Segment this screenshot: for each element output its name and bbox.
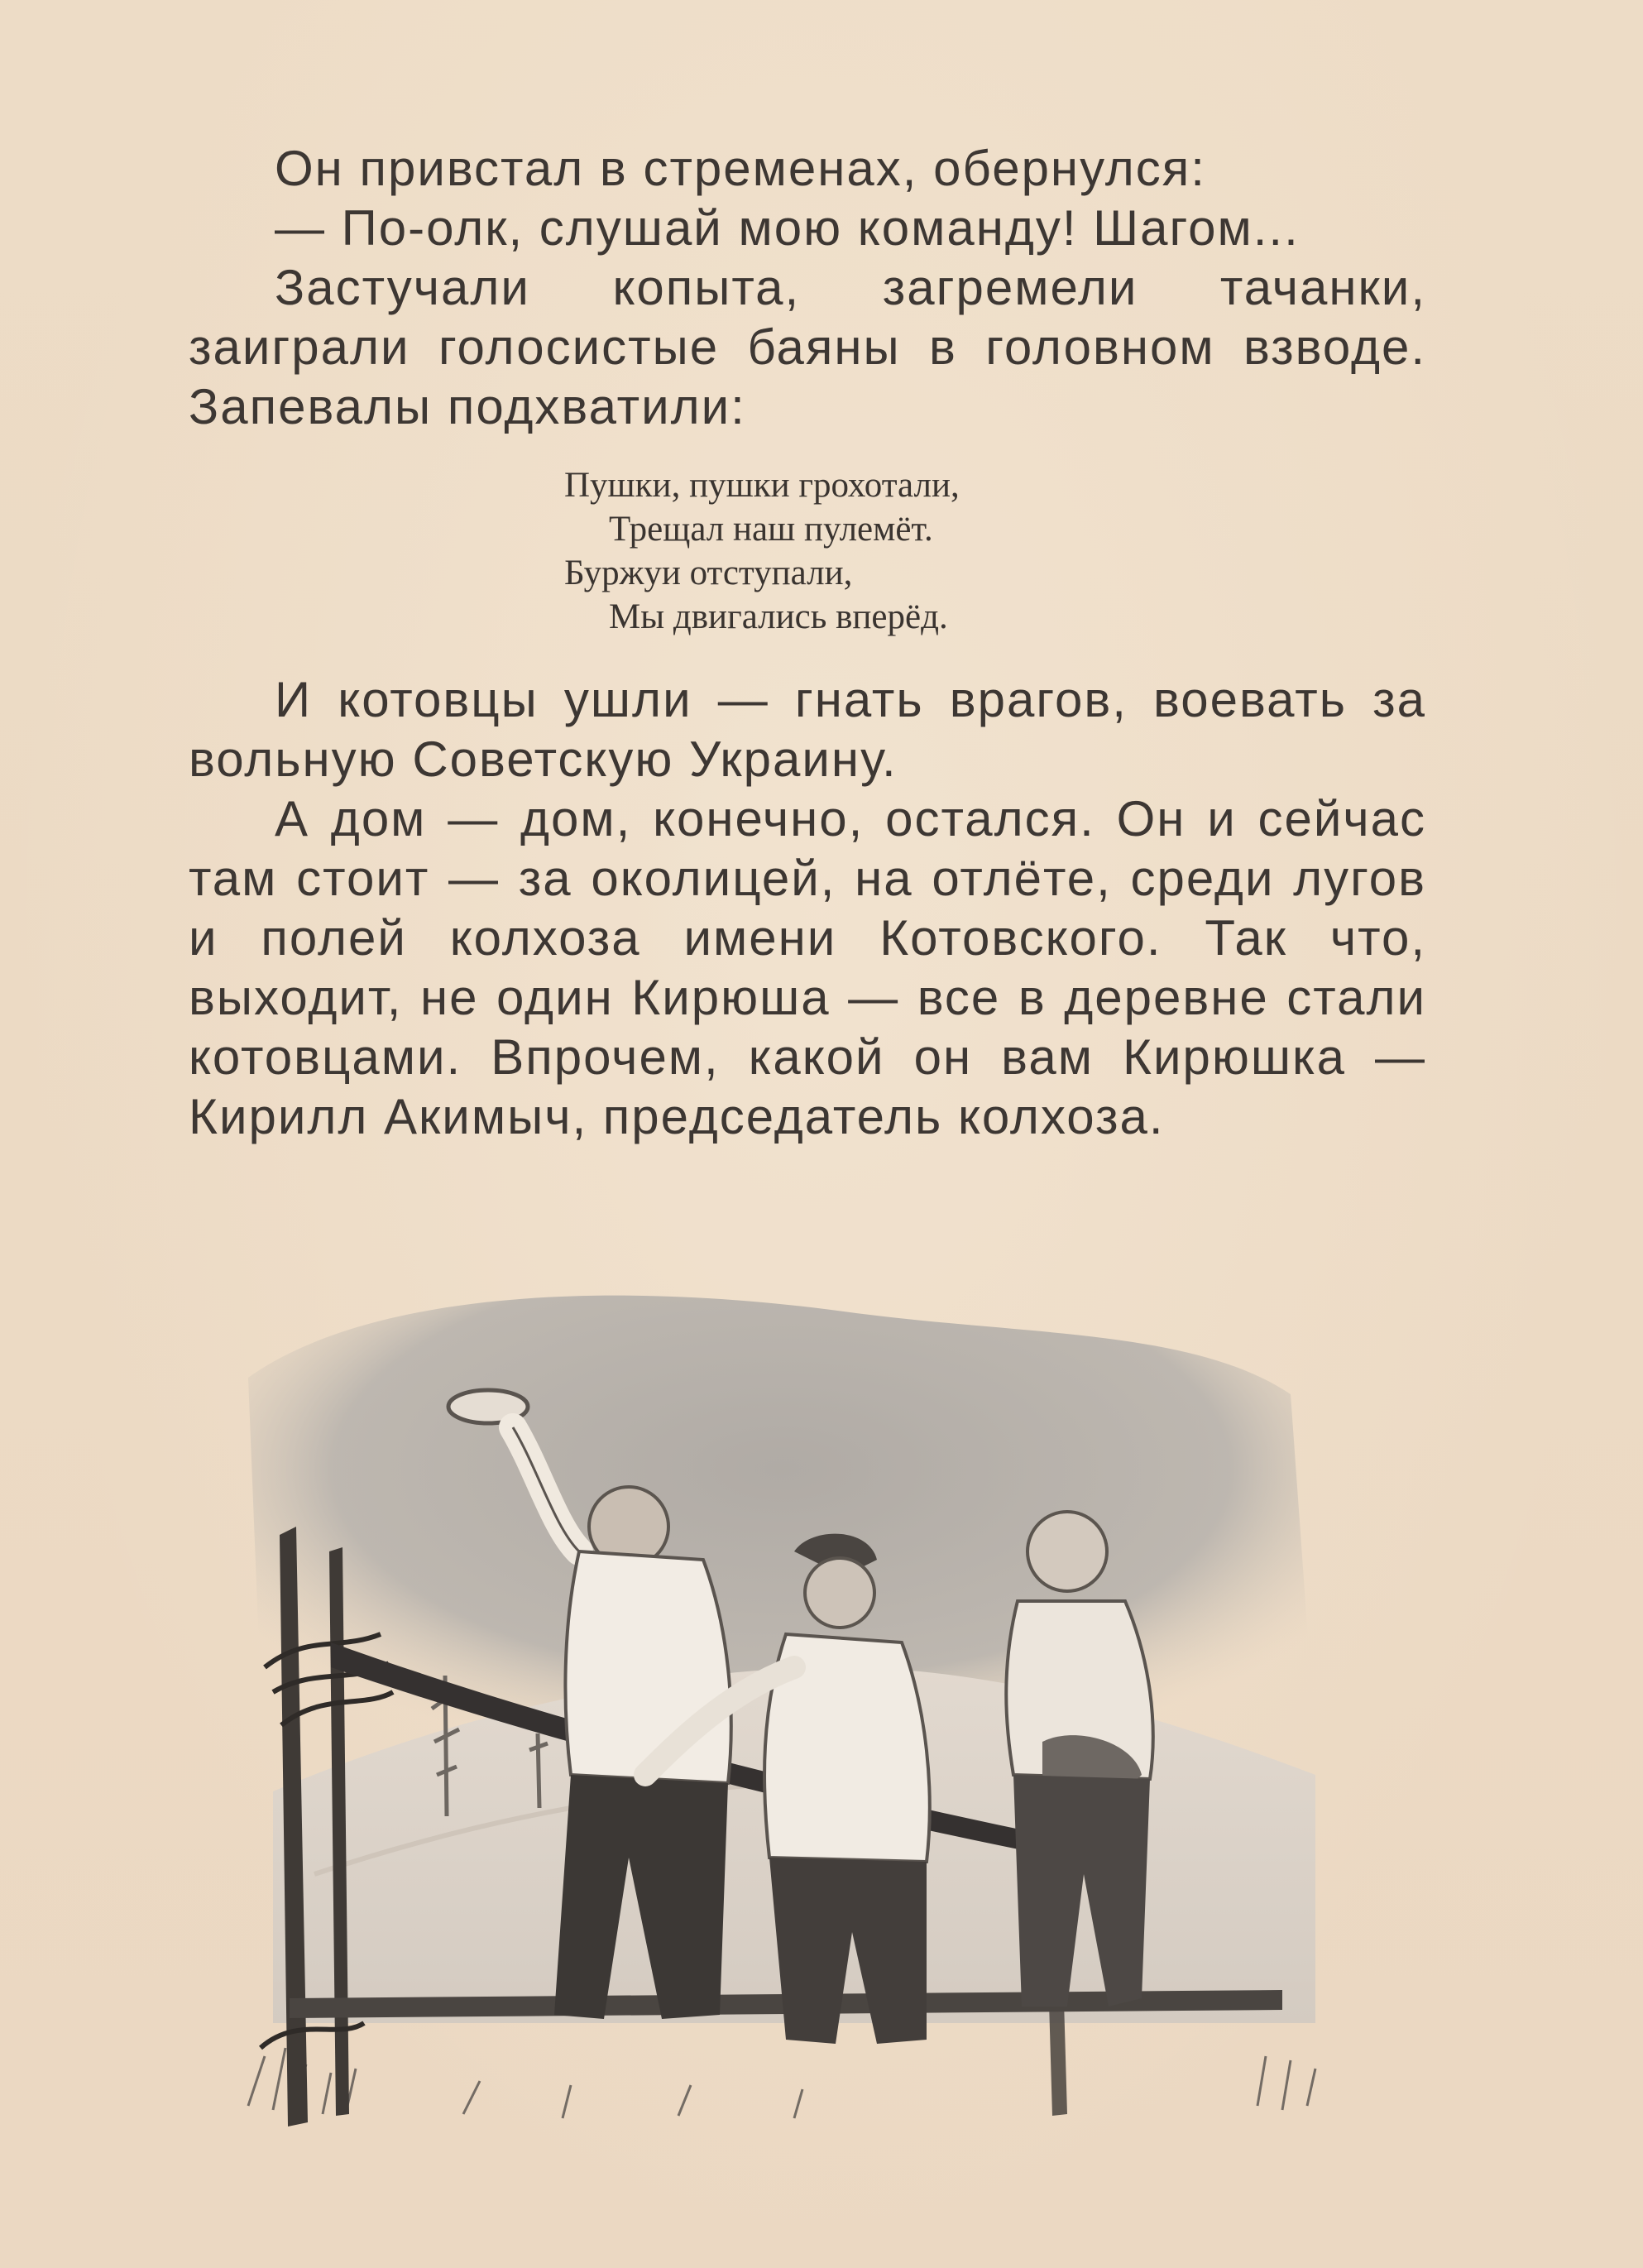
prose-bottom (189, 670, 1426, 1147)
verse-line: Трещал наш пулемёт. (609, 510, 933, 549)
paragraph: — По-олк, слушай мою команду! Шагом... (275, 200, 1300, 256)
paragraph: Он привстал в стременах, обернулся: (275, 141, 1206, 196)
verse-line: Буржуи отступали, (564, 554, 853, 592)
verse-line: Мы двигались вперёд. (609, 597, 948, 636)
paragraph: А дом — дом, конечно, остался. Он и сейчас там стоит — за околицей, на отлёте, среди лугов и полей колхоза имени Котовского. Так что, выходит, не один Кирюша — все в деревне стали котовцами. Впрочем, какой он вам Кирюшка — Кирилл Акимыч, председатель колхоза. (189, 791, 1426, 1144)
prose-top (189, 139, 1426, 437)
illustration-boys-at-fence (215, 1278, 1390, 2155)
paragraph: И котовцы ушли — гнать врагов, воевать за вольную Советскую Украину. (189, 672, 1426, 787)
grass (248, 2048, 1315, 2118)
verse-line: Пушки, пушки грохотали, (564, 466, 960, 505)
song-verse (564, 463, 960, 639)
paragraph: Застучали копыта, загремели тачанки, заиграли голосистые баяны в головном взводе. Запевалы подхватили: (189, 260, 1426, 434)
